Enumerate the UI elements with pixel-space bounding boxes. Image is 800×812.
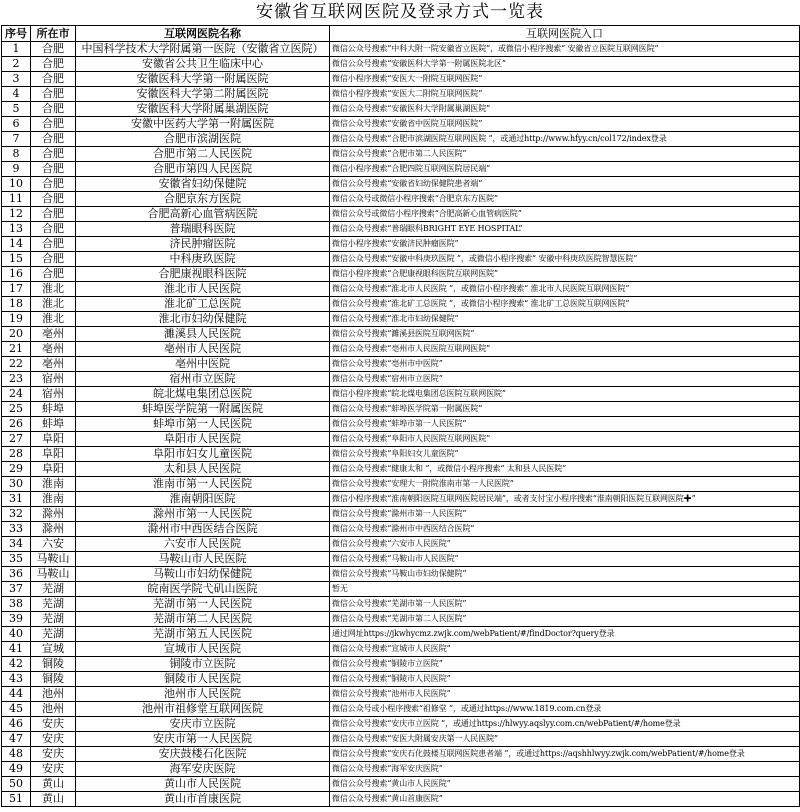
cell-num: 36 [2,567,31,582]
cell-city: 安庆 [31,717,76,732]
cell-entry: 微信公众号搜索“铜陵市立医院” [330,657,800,672]
table-row [2,507,800,522]
table-row [2,642,800,657]
cell-entry: 微信公众号搜索“宣城市人民医院” [330,642,800,657]
cell-city: 芜湖 [31,612,76,627]
cell-entry: 微信公众号搜索“黄山首康医院” [330,792,800,807]
table-row [2,462,800,477]
cell-city: 淮南 [31,492,76,507]
cell-city: 阜阳 [31,432,76,447]
header-name: 互联网医院名称 [76,26,330,42]
cell-num: 14 [2,237,31,252]
cell-name: 滁州市中西医结合医院 [76,522,330,537]
cell-entry: 通过网址https://jkwhycmz.zwjk.com/webPatient/#/findDoctor?query登录 [330,627,800,642]
cell-name: 池州市祖修堂互联网医院 [76,702,330,717]
cell-name: 铜陵市人民医院 [76,672,330,687]
cell-name: 宿州市立医院 [76,372,330,387]
cell-city: 池州 [31,687,76,702]
cell-entry: 暂无 [330,582,800,597]
cell-num: 24 [2,387,31,402]
table-row [2,432,800,447]
cell-city: 淮北 [31,297,76,312]
table-row [2,492,800,507]
table-row [2,297,800,312]
cell-name: 淮北矿工总医院 [76,297,330,312]
cell-num: 40 [2,627,31,642]
table-body [2,42,800,807]
cell-entry: 微信公众号或小程序搜索“祖修堂 ”，或通过https://www.1819.com.cn登录 [330,702,800,717]
cell-name: 滁州市第一人民医院 [76,507,330,522]
cell-city: 马鞍山 [31,567,76,582]
cell-name: 合肥京东方医院 [76,192,330,207]
table-row [2,687,800,702]
cell-name: 皖北煤电集团总医院 [76,387,330,402]
cell-num: 47 [2,732,31,747]
cell-entry: 微信公众号搜索“蚌埠医学院第一附属医院” [330,402,800,417]
cell-city: 合肥 [31,102,76,117]
table-row [2,162,800,177]
cell-num: 25 [2,402,31,417]
cell-num: 13 [2,222,31,237]
cell-entry: 微信公众号搜索“六安市人民医院” [330,537,800,552]
table-row [2,747,800,762]
cell-num: 45 [2,702,31,717]
cell-name: 蚌埠医学院第一附属医院 [76,402,330,417]
table-row [2,792,800,807]
table-row [2,327,800,342]
cell-entry: 微信公众号搜索“淮北市妇幼保健院” [330,312,800,327]
hospital-table [1,25,800,807]
cell-num: 26 [2,417,31,432]
table-row [2,672,800,687]
cell-num: 17 [2,282,31,297]
cell-entry: 微信公众号搜索“淮北市人民医院 ”，或微信小程序搜索“ 淮北市人民医院互联网医院” [330,282,800,297]
table-row [2,252,800,267]
table-row [2,237,800,252]
cell-entry: 微信公众号搜索“阜阳市人民医院互联网医院” [330,432,800,447]
cell-num: 19 [2,312,31,327]
cell-name: 安庆市立医院 [76,717,330,732]
cell-city: 合肥 [31,177,76,192]
cell-city: 滁州 [31,507,76,522]
table-row [2,702,800,717]
cell-city: 马鞍山 [31,552,76,567]
cell-name: 马鞍山市人民医院 [76,552,330,567]
cell-entry: 微信公众号搜索“淮北矿工总医院 ”，或微信小程序搜索“ 淮北矿工总医院互联网医院” [330,297,800,312]
cell-city: 六安 [31,537,76,552]
cell-name: 铜陵市立医院 [76,657,330,672]
table-row [2,282,800,297]
cell-num: 2 [2,57,31,72]
cell-city: 阜阳 [31,462,76,477]
cell-num: 28 [2,447,31,462]
cell-entry: 微信公众号或微信小程序搜索“合肥京东方医院” [330,192,800,207]
header-entry: 互联网医院入口 [330,26,800,42]
cell-name: 安徽中医药大学第一附属医院 [76,117,330,132]
cell-entry: 微信公众号搜索“滁州市中西医结合医院” [330,522,800,537]
cell-num: 49 [2,762,31,777]
cell-num: 51 [2,792,31,807]
table-row [2,762,800,777]
cell-entry: 微信小程序搜索“淮南朝阳医院互联网医院居民端”，或者支付宝小程序搜索“淮南朝阳医院互联网医院✚” [330,492,800,507]
table-row [2,582,800,597]
cell-city: 宿州 [31,387,76,402]
cell-name: 淮南朝阳医院 [76,492,330,507]
cell-name: 中科庚玖医院 [76,252,330,267]
table-row [2,627,800,642]
cell-city: 安庆 [31,762,76,777]
cell-num: 12 [2,207,31,222]
cell-city: 合肥 [31,42,76,57]
cell-num: 31 [2,492,31,507]
cell-name: 合肥市滨湖医院 [76,132,330,147]
cell-name: 芜湖市第二人民医院 [76,612,330,627]
cell-entry: 微信公众号搜索“滁州市第一人民医院” [330,507,800,522]
cell-entry: 微信公众号搜索“宿州市立医院” [330,372,800,387]
cell-num: 37 [2,582,31,597]
cell-num: 15 [2,252,31,267]
cell-entry: 微信公众号搜索“安徽省中医院互联网医院” [330,117,800,132]
cell-entry: 微信小程序搜索“安医大一附院互联网医院” [330,72,800,87]
cell-name: 普瑞眼科医院 [76,222,330,237]
cell-city: 铜陵 [31,672,76,687]
cell-name: 亳州中医院 [76,357,330,372]
cell-city: 合肥 [31,252,76,267]
cell-city: 合肥 [31,57,76,72]
cell-num: 23 [2,372,31,387]
cell-city: 蚌埠 [31,417,76,432]
cell-entry: 微信小程序搜索“合肥康视眼科医院互联网医院” [330,267,800,282]
table-row [2,777,800,792]
table-row [2,477,800,492]
cell-name: 马鞍山市妇幼保健院 [76,567,330,582]
cell-num: 30 [2,477,31,492]
cell-entry: 微信公众号搜索“蚌埠市第一人民医院” [330,417,800,432]
cell-name: 合肥康视眼科医院 [76,267,330,282]
cell-city: 合肥 [31,72,76,87]
cell-name: 合肥市第四人民医院 [76,162,330,177]
cell-entry: 微信公众号或微信小程序搜索“合肥高新心血管病医院” [330,207,800,222]
cell-name: 池州市人民医院 [76,687,330,702]
cell-city: 合肥 [31,87,76,102]
cell-name: 海军安庆医院 [76,762,330,777]
cell-num: 43 [2,672,31,687]
cell-num: 38 [2,597,31,612]
cell-name: 蚌埠市第一人民医院 [76,417,330,432]
cell-num: 27 [2,432,31,447]
cell-city: 合肥 [31,132,76,147]
cell-city: 合肥 [31,162,76,177]
table-row [2,267,800,282]
cell-num: 33 [2,522,31,537]
cell-entry: 微信小程序搜索“安徽济民肿瘤医院” [330,237,800,252]
cell-city: 宣城 [31,642,76,657]
table-row [2,417,800,432]
table-row [2,537,800,552]
cell-entry: 微信公众号搜索“池州市人民医院” [330,687,800,702]
cell-name: 合肥市第二人民医院 [76,147,330,162]
cell-city: 宿州 [31,372,76,387]
cell-city: 亳州 [31,342,76,357]
table-row [2,387,800,402]
table-row [2,567,800,582]
cell-city: 阜阳 [31,447,76,462]
table-row [2,312,800,327]
cell-num: 6 [2,117,31,132]
table-row [2,372,800,387]
cell-entry: 微信公众号搜索“安庆市立医院 ”，或通过https://hlwyy.aqslyy.com.cn/webPatient/#/home登录 [330,717,800,732]
cell-entry: 微信公众号搜索“合肥市第二人民医院” [330,147,800,162]
cell-city: 合肥 [31,237,76,252]
cell-name: 濉溪县人民医院 [76,327,330,342]
cell-city: 淮北 [31,282,76,297]
table-row [2,147,800,162]
cell-name: 淮北市人民医院 [76,282,330,297]
cell-entry: 微信公众号搜索“海军安庆医院” [330,762,800,777]
cell-entry: 微信公众号搜索“阜阳妇女儿童医院” [330,447,800,462]
cell-num: 42 [2,657,31,672]
cell-name: 安徽医科大学第一附属医院 [76,72,330,87]
cell-city: 芜湖 [31,597,76,612]
cell-num: 10 [2,177,31,192]
table-row [2,57,800,72]
cell-city: 合肥 [31,192,76,207]
cell-name: 淮南市第一人民医院 [76,477,330,492]
cell-num: 29 [2,462,31,477]
cell-entry: 微信公众号搜索“安医大附属安庆第一人民医院” [330,732,800,747]
cell-num: 35 [2,552,31,567]
cell-num: 50 [2,777,31,792]
cell-num: 9 [2,162,31,177]
cell-num: 41 [2,642,31,657]
cell-city: 芜湖 [31,582,76,597]
table-row [2,132,800,147]
cell-num: 34 [2,537,31,552]
cell-entry: 微信公众号搜索“中科大附一院安徽省立医院”，或微信小程序搜索“ 安徽省立医院互联网医院” [330,42,800,57]
table-row [2,72,800,87]
table-row [2,717,800,732]
cell-name: 济民肿瘤医院 [76,237,330,252]
table-header-row [2,26,800,42]
cell-entry: 微信公众号搜索“芜湖市第一人民医院” [330,597,800,612]
cell-entry: 微信公众号搜索“安徽医科大学附属巢湖医院” [330,102,800,117]
cell-num: 18 [2,297,31,312]
cell-city: 芜湖 [31,627,76,642]
cell-num: 48 [2,747,31,762]
cell-city: 黄山 [31,792,76,807]
table-row [2,192,800,207]
table-row [2,357,800,372]
cell-entry: 微信公众号搜索“安徽中科庚玖医院 ”，或微信小程序搜索“ 安徽中科庚玖医院智慧医院” [330,252,800,267]
cell-entry: 微信小程序搜索“皖北煤电集团总医院互联网医院” [330,387,800,402]
cell-num: 21 [2,342,31,357]
cell-name: 合肥高新心血管病医院 [76,207,330,222]
cell-entry: 微信小程序搜索“合肥四院互联网医院居民端” [330,162,800,177]
cell-num: 32 [2,507,31,522]
cell-entry: 微信公众号搜索“濉溪县医院互联网医院” [330,327,800,342]
cell-num: 44 [2,687,31,702]
cell-name: 中国科学技术大学附属第一医院（安徽省立医院） [76,42,330,57]
cell-entry: 微信公众号搜索“黄山市人民医院” [330,777,800,792]
cell-name: 安徽省妇幼保健院 [76,177,330,192]
cell-num: 20 [2,327,31,342]
cell-name: 淮北市妇幼保健院 [76,312,330,327]
cell-entry: 微信公众号搜索“普瑞眼科BRIGHT EYE HOSPITAL” [330,222,800,237]
cell-entry: 微信公众号搜索“合肥市滨湖医院互联网医院 ”，或通过http://www.hfyy.cn/col172/index登录 [330,132,800,147]
cell-city: 池州 [31,702,76,717]
cell-city: 黄山 [31,777,76,792]
cell-name: 安庆鼓楼石化医院 [76,747,330,762]
cell-city: 蚌埠 [31,402,76,417]
table-row [2,732,800,747]
cell-entry: 微信公众号搜索“芜湖市第二人民医院” [330,612,800,627]
table-row [2,87,800,102]
cell-entry: 微信小程序搜索“安医大二附院互联网医院” [330,87,800,102]
cell-name: 宣城市人民医院 [76,642,330,657]
cell-name: 安徽医科大学附属巢湖医院 [76,102,330,117]
cell-name: 安徽省公共卫生临床中心 [76,57,330,72]
cell-entry: 微信公众号搜索“马鞍山市人民医院” [330,552,800,567]
cell-city: 淮南 [31,477,76,492]
table-row [2,117,800,132]
cell-name: 黄山市首康医院 [76,792,330,807]
cell-entry: 微信公众号搜索“亳州市中医院” [330,357,800,372]
cell-name: 芜湖市第五人民医院 [76,627,330,642]
cell-num: 8 [2,147,31,162]
cell-name: 阜阳市人民医院 [76,432,330,447]
table-row [2,342,800,357]
table-row [2,447,800,462]
header-city: 所在市 [31,26,76,42]
table-row [2,552,800,567]
cell-entry: 微信公众号搜索“铜陵市人民医院” [330,672,800,687]
cell-num: 11 [2,192,31,207]
cell-num: 1 [2,42,31,57]
cell-name: 太和县人民医院 [76,462,330,477]
cell-city: 合肥 [31,222,76,237]
cell-name: 阜阳市妇女儿童医院 [76,447,330,462]
table-row [2,42,800,57]
cell-num: 39 [2,612,31,627]
cell-city: 合肥 [31,147,76,162]
header-num: 序号 [2,26,31,42]
cell-name: 黄山市人民医院 [76,777,330,792]
table-row [2,597,800,612]
cell-name: 亳州市人民医院 [76,342,330,357]
cell-city: 亳州 [31,327,76,342]
cell-city: 合肥 [31,207,76,222]
cell-city: 安庆 [31,732,76,747]
table-row [2,222,800,237]
cell-city: 亳州 [31,357,76,372]
table-row [2,522,800,537]
table-row [2,657,800,672]
table-row [2,612,800,627]
cell-name: 六安市人民医院 [76,537,330,552]
cell-entry: 微信公众号搜索“安理大一附院淮南市第一人民医院” [330,477,800,492]
cell-num: 46 [2,717,31,732]
cell-num: 7 [2,132,31,147]
cell-name: 安庆市第一人民医院 [76,732,330,747]
cell-name: 芜湖市第一人民医院 [76,597,330,612]
cell-city: 淮北 [31,312,76,327]
cell-num: 16 [2,267,31,282]
cell-name: 安徽医科大学第二附属医院 [76,87,330,102]
cell-city: 滁州 [31,522,76,537]
table-row [2,207,800,222]
cell-entry: 微信公众号搜索“安庆石化鼓楼互联网医院患者端 ”，或通过https://aqshhlwyy.zwjk.com/webPatient/#/home登录 [330,747,800,762]
cell-num: 5 [2,102,31,117]
cell-name: 皖南医学院弋矶山医院 [76,582,330,597]
cell-city: 合肥 [31,267,76,282]
table-row [2,102,800,117]
cell-entry: 微信公众号搜索“马鞍山市妇幼保健院” [330,567,800,582]
cell-city: 合肥 [31,117,76,132]
table-row [2,177,800,192]
cell-entry: 微信公众号搜索“健康太和 ”，或微信小程序搜索“ 太和县人民医院” [330,462,800,477]
cell-num: 22 [2,357,31,372]
cell-entry: 微信公众号搜索“安徽省妇幼保健院患者端” [330,177,800,192]
cell-num: 3 [2,72,31,87]
cell-entry: 微信公众号搜索“安徽医科大学第一附属医院北区” [330,57,800,72]
cell-city: 安庆 [31,747,76,762]
table-row [2,402,800,417]
cell-num: 4 [2,87,31,102]
cell-city: 铜陵 [31,657,76,672]
cell-entry: 微信公众号搜索“亳州市人民医院互联网医院” [330,342,800,357]
page-title: 安徽省互联网医院及登录方式一览表 [256,2,544,22]
